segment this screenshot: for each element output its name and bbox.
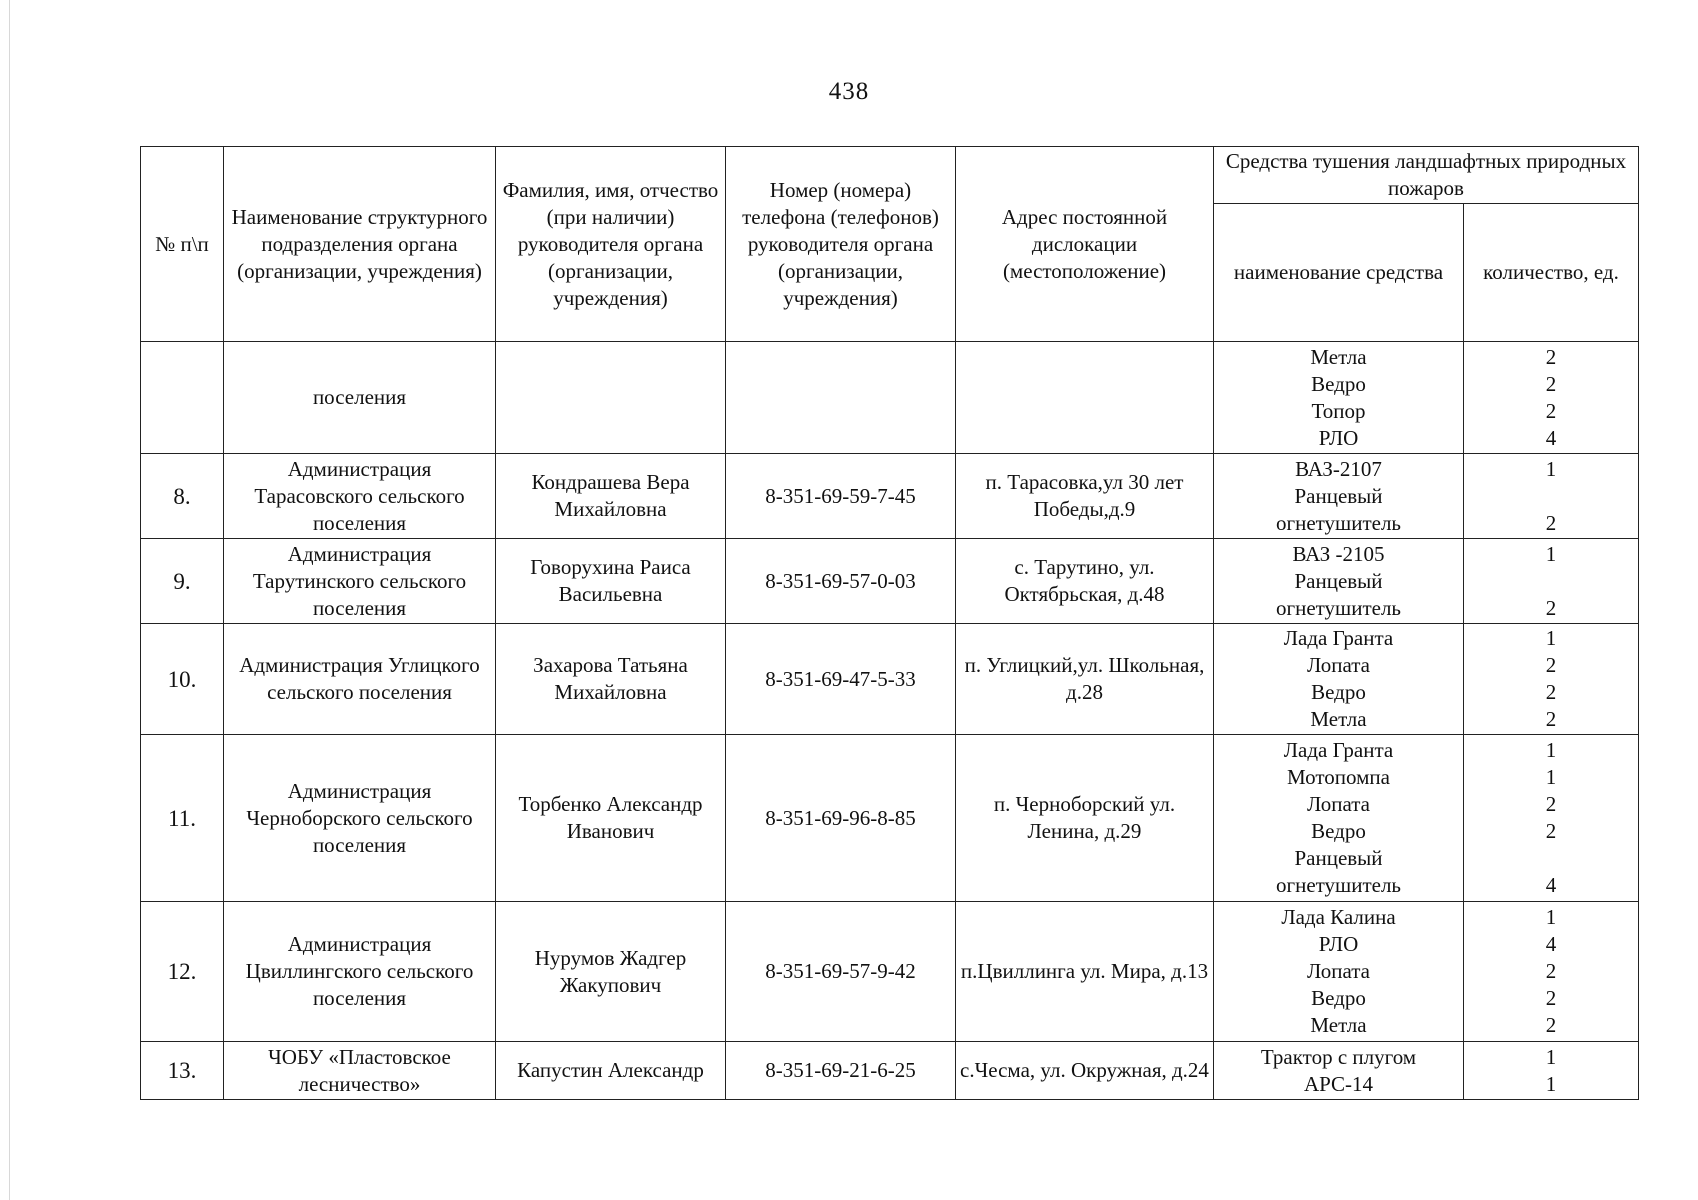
means-item: Трактор с плугом [1260, 1044, 1417, 1069]
qty-item: 2 [1545, 510, 1557, 535]
row-qty [1464, 902, 1639, 1042]
means-item: огнетушитель [1275, 510, 1402, 535]
means-item: Мотопомпа [1287, 765, 1390, 789]
row-head [496, 342, 726, 454]
header-address: Адрес постоянной дислокации (местоположение) [956, 147, 1214, 342]
row-qty [1464, 342, 1639, 454]
qty-item [1468, 845, 1634, 872]
row-head: Говорухина Раиса Васильевна [496, 539, 726, 624]
row-means [1214, 342, 1464, 454]
means-item: Ранцевый [1294, 568, 1383, 593]
row-unit: Администрация Углицкого сельского поселения [224, 624, 496, 735]
qty-item: 2 [1545, 819, 1557, 843]
header-num: № п\п [141, 147, 224, 342]
row-means [1214, 539, 1464, 624]
means-item: Топор [1311, 398, 1366, 423]
means-item: РЛО [1318, 425, 1359, 450]
header-phone: Номер (номера) телефона (телефонов) руководителя органа (организации, учреждения) [726, 147, 956, 342]
qty-item: 1 [1545, 738, 1557, 762]
qty-item: 2 [1545, 653, 1557, 677]
qty-item: 2 [1545, 986, 1557, 1010]
table-row [141, 624, 1639, 735]
header-means-qty: количество, ед. [1464, 204, 1639, 342]
row-qty [1464, 454, 1639, 539]
row-means [1214, 624, 1464, 735]
row-phone [726, 342, 956, 454]
means-item: Ранцевый [1294, 846, 1383, 870]
header-means-name: наименование средства [1214, 204, 1464, 342]
row-means [1214, 1042, 1464, 1100]
row-unit: Администрация Тарасовского сельского поселения [224, 454, 496, 539]
page-number: 438 [828, 78, 870, 105]
table-row [141, 539, 1639, 624]
row-phone: 8-351-69-21-6-25 [726, 1042, 956, 1100]
row-qty [1464, 735, 1639, 902]
qty-item: 2 [1545, 371, 1557, 396]
row-unit: Администрация Тарутинского сельского поселения [224, 539, 496, 624]
qty-item: 1 [1545, 1071, 1557, 1096]
qty-item [1468, 568, 1634, 595]
row-head: Торбенко Александр Иванович [496, 735, 726, 902]
row-means [1214, 454, 1464, 539]
row-qty [1464, 539, 1639, 624]
qty-item: 2 [1545, 1013, 1557, 1037]
row-num: 12. [141, 902, 224, 1042]
table-row [141, 454, 1639, 539]
row-phone: 8-351-69-59-7-45 [726, 454, 956, 539]
row-qty [1464, 624, 1639, 735]
means-item: ВАЗ-2107 [1295, 456, 1382, 481]
means-item: АРС-14 [1303, 1071, 1374, 1096]
row-means [1214, 735, 1464, 902]
qty-item: 1 [1545, 456, 1557, 481]
means-item: огнетушитель [1275, 595, 1402, 620]
table-row [141, 1042, 1639, 1100]
qty-item: 4 [1545, 873, 1557, 897]
means-item: Ранцевый [1294, 483, 1383, 508]
row-unit: Администрация Черноборского сельского поселения [224, 735, 496, 902]
qty-item: 2 [1545, 680, 1557, 704]
row-phone: 8-351-69-57-0-03 [726, 539, 956, 624]
qty-item: 2 [1545, 398, 1557, 423]
row-num: 13. [141, 1042, 224, 1100]
scan-margin-line [9, 0, 10, 1200]
means-item: Ведро [1311, 819, 1366, 843]
row-address: с.Чесма, ул. Окружная, д.24 [956, 1042, 1214, 1100]
row-phone: 8-351-69-47-5-33 [726, 624, 956, 735]
row-address: п. Черноборский ул. Ленина, д.29 [956, 735, 1214, 902]
qty-item: 4 [1545, 425, 1557, 450]
qty-item [1468, 483, 1634, 510]
row-num: 9. [141, 539, 224, 624]
means-item: Ведро [1311, 371, 1366, 396]
means-item: Метла [1310, 707, 1367, 731]
qty-item: 1 [1545, 765, 1557, 789]
row-qty [1464, 1042, 1639, 1100]
row-address: с. Тарутино, ул. Октябрьская, д.48 [956, 539, 1214, 624]
qty-item: 2 [1545, 792, 1557, 816]
qty-item: 1 [1545, 1044, 1557, 1069]
row-address: п. Углицкий,ул. Школьная, д.28 [956, 624, 1214, 735]
qty-item: 2 [1545, 959, 1557, 983]
header-head: Фамилия, имя, отчество (при наличии) руководителя органа (организации, учреждения) [496, 147, 726, 342]
header-unit: Наименование структурного подразделения органа (организации, учреждения) [224, 147, 496, 342]
row-head: Капустин Александр [496, 1042, 726, 1100]
means-item: Ведро [1311, 986, 1366, 1010]
means-item: Лопата [1307, 653, 1370, 677]
row-address: п.Цвиллинга ул. Мира, д.13 [956, 902, 1214, 1042]
table-row [141, 902, 1639, 1042]
means-item: Лада Гранта [1283, 626, 1394, 650]
row-head: Кондрашева Вера Михайловна [496, 454, 726, 539]
header-means-group: Средства тушения ландшафтных природных пожаров [1214, 147, 1639, 204]
means-item: Метла [1310, 344, 1367, 369]
means-item: Лада Гранта [1283, 738, 1394, 762]
means-item: Лада Калина [1281, 905, 1396, 929]
means-item: Лопата [1307, 792, 1370, 816]
row-address: п. Тарасовка,ул 30 лет Победы,д.9 [956, 454, 1214, 539]
row-num: 10. [141, 624, 224, 735]
row-means [1214, 902, 1464, 1042]
table-row [141, 735, 1639, 902]
row-num [141, 342, 224, 454]
qty-item: 2 [1545, 595, 1557, 620]
qty-item: 1 [1545, 626, 1557, 650]
row-phone: 8-351-69-57-9-42 [726, 902, 956, 1042]
means-item: Ведро [1311, 680, 1366, 704]
qty-item: 2 [1545, 344, 1557, 369]
qty-item: 4 [1545, 932, 1557, 956]
table-row [141, 342, 1639, 454]
row-unit: Администрация Цвиллингского сельского поселения [224, 902, 496, 1042]
means-item: Лопата [1307, 959, 1370, 983]
row-num: 8. [141, 454, 224, 539]
row-num: 11. [141, 735, 224, 902]
row-unit: ЧОБУ «Пластовское лесничество» [224, 1042, 496, 1100]
row-phone: 8-351-69-96-8-85 [726, 735, 956, 902]
means-item: Метла [1310, 1013, 1367, 1037]
means-item: ВАЗ -2105 [1292, 541, 1385, 566]
row-head: Нурумов Жадгер Жакупович [496, 902, 726, 1042]
qty-item: 2 [1545, 707, 1557, 731]
qty-item: 1 [1545, 541, 1557, 566]
qty-item: 1 [1545, 905, 1557, 929]
fire-means-table [140, 146, 1639, 1100]
means-item: огнетушитель [1275, 873, 1402, 897]
row-head: Захарова Татьяна Михайловна [496, 624, 726, 735]
row-address [956, 342, 1214, 454]
row-unit: поселения [224, 342, 496, 454]
means-item: РЛО [1318, 932, 1359, 956]
